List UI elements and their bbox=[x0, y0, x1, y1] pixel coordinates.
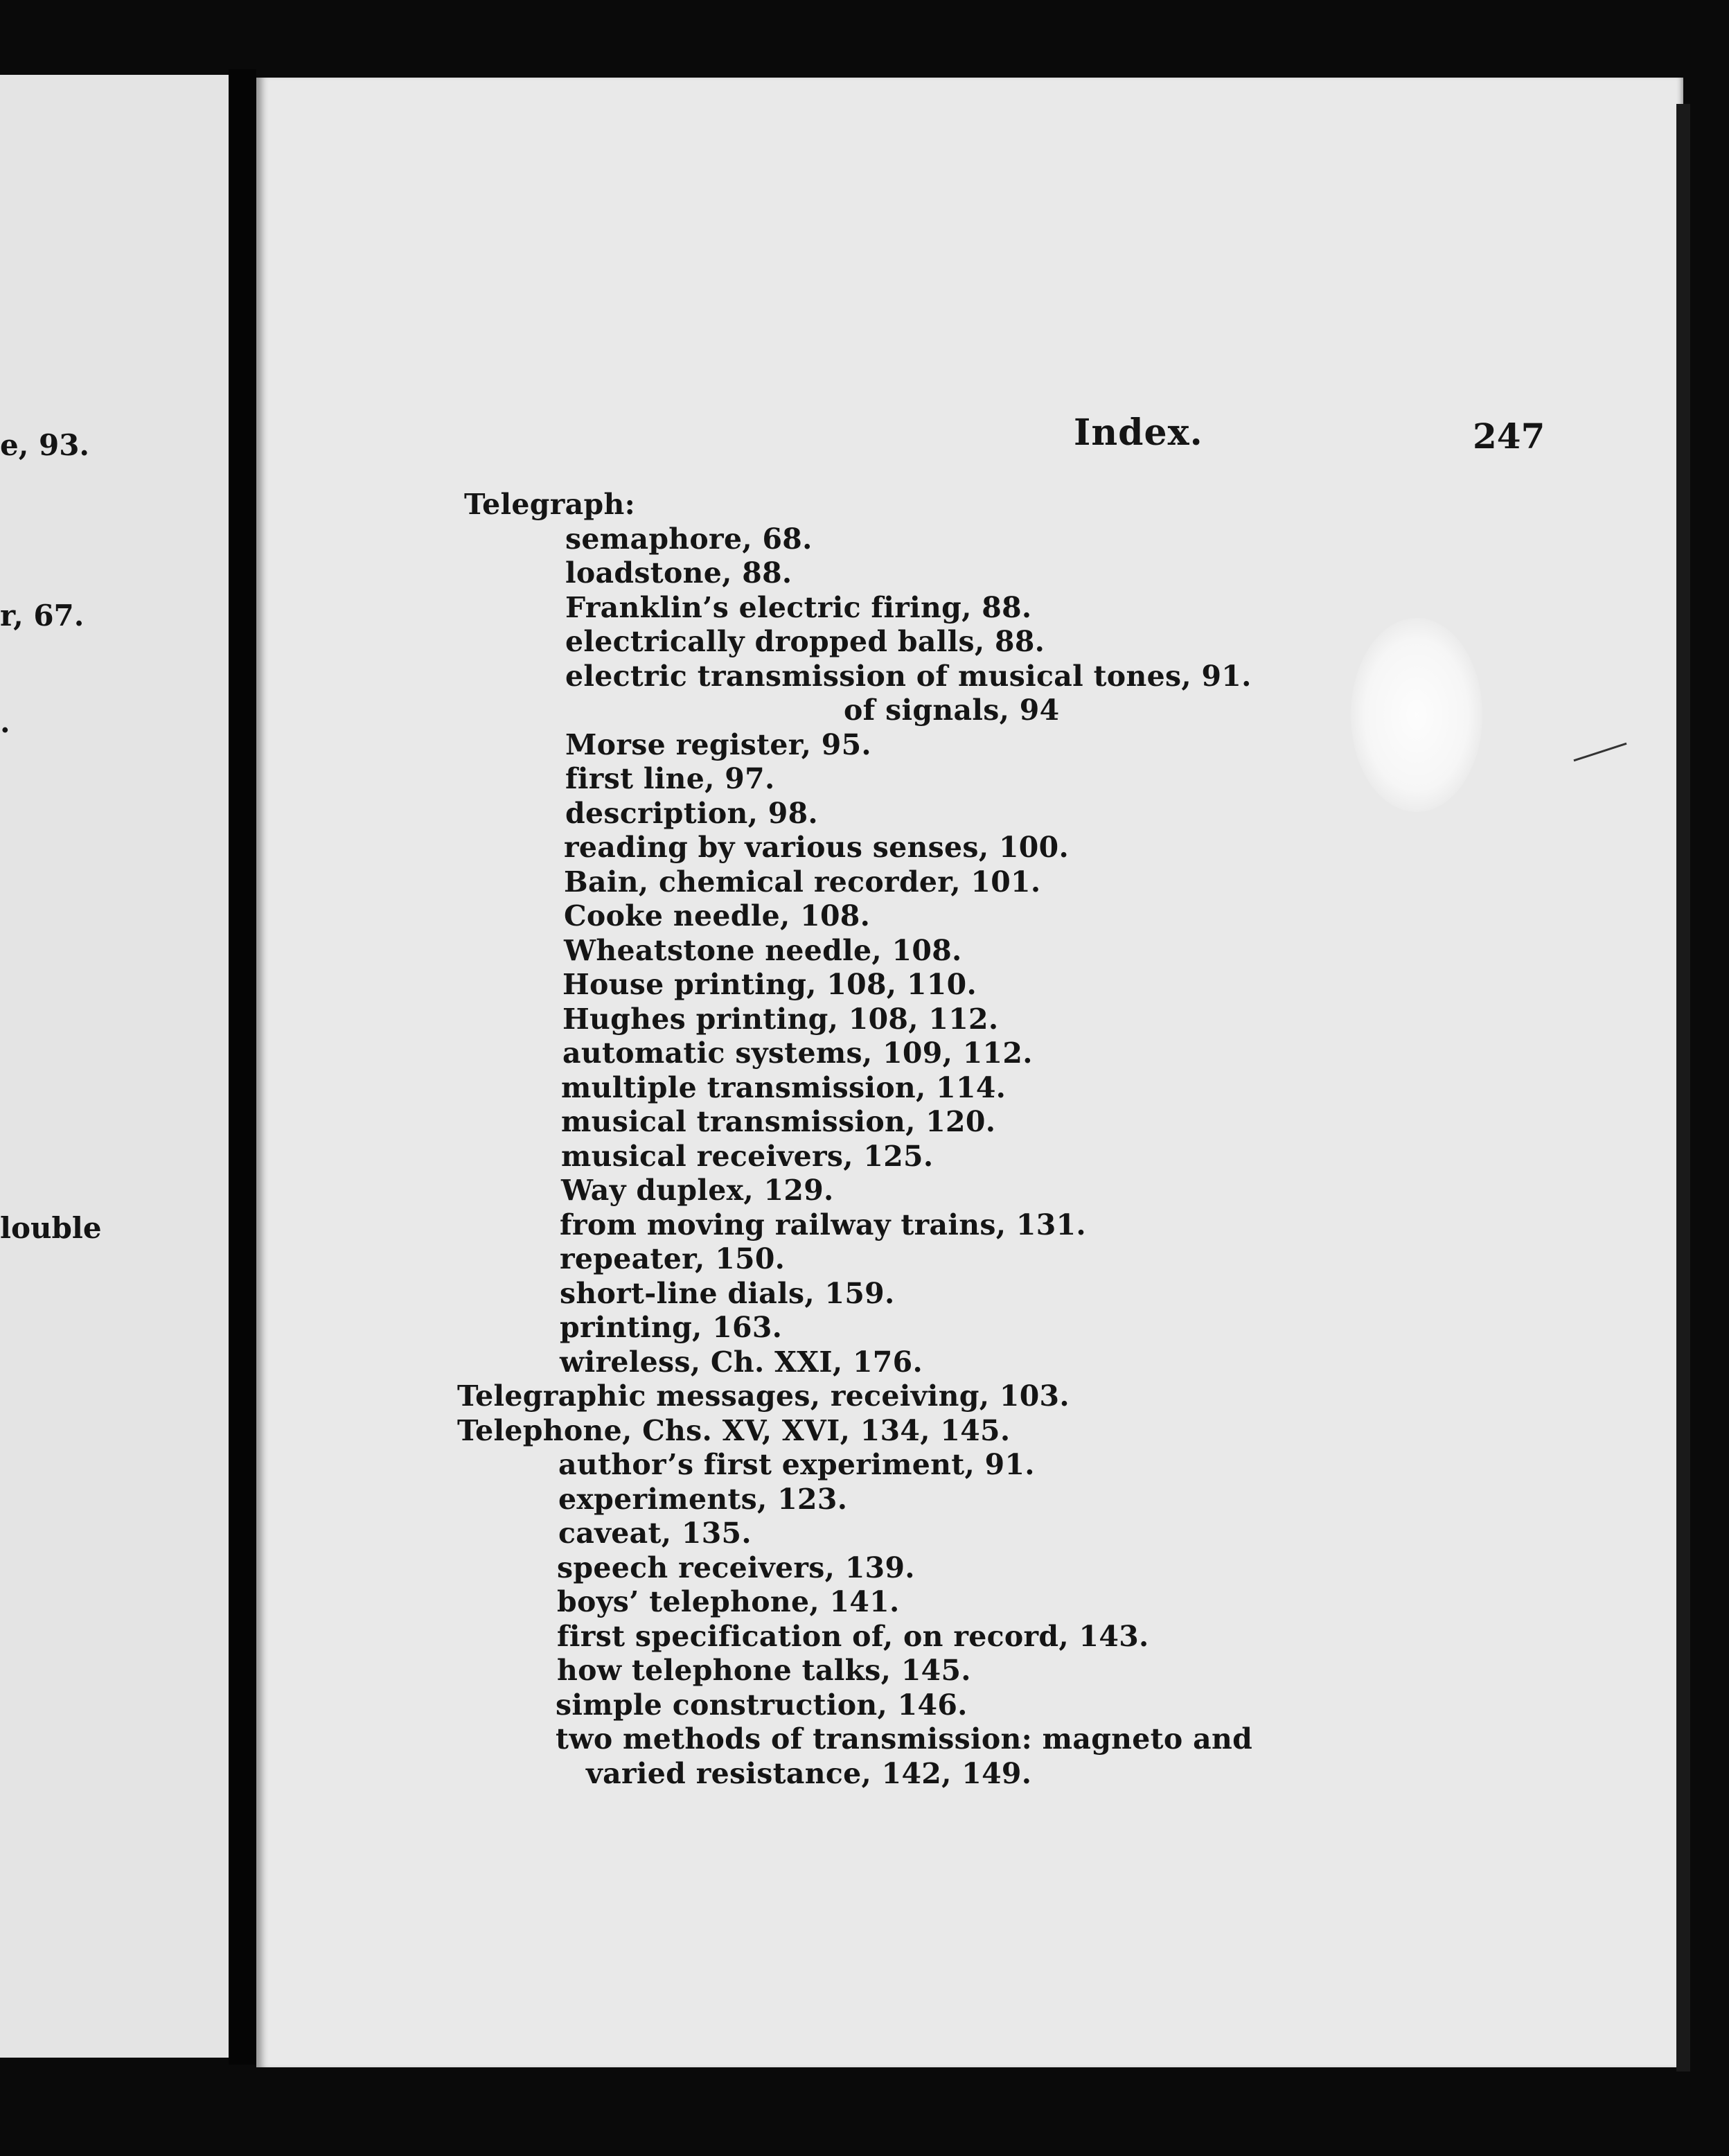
previous-page-fragment bbox=[0, 75, 229, 2058]
index-subentry: two methods of transmission: magneto and bbox=[556, 1722, 1253, 1756]
index-subentry: automatic systems, 109, 112. bbox=[562, 1036, 1033, 1070]
index-subentry: reading by various senses, 100. bbox=[564, 831, 1070, 864]
index-subentry: from moving railway trains, 131. bbox=[560, 1208, 1086, 1242]
index-subentry: how telephone talks, 145. bbox=[557, 1654, 971, 1687]
page-right-edge-shadow bbox=[1676, 104, 1690, 2071]
index-subentry: speech receivers, 139. bbox=[557, 1551, 915, 1584]
index-subentry: Morse register, 95. bbox=[565, 728, 872, 761]
running-head: Index. bbox=[1074, 412, 1203, 454]
index-subentry: Wheatstone needle, 108. bbox=[564, 934, 962, 967]
index-subentry: Bain, chemical recorder, 101. bbox=[564, 865, 1041, 899]
index-subentry: first line, 97. bbox=[565, 762, 775, 795]
index-subentry: description, 98. bbox=[565, 797, 818, 830]
index-subentry: experiments, 123. bbox=[558, 1483, 848, 1516]
book-spine-gutter bbox=[229, 69, 256, 2065]
left-fragment-1: e, 93. bbox=[0, 428, 90, 462]
index-subentry: musical receivers, 125. bbox=[561, 1140, 934, 1173]
index-heading-telegraph: Telegraph: bbox=[464, 488, 635, 521]
index-subentry: semaphore, 68. bbox=[565, 522, 813, 556]
left-fragment-2: r, 67. bbox=[0, 599, 85, 633]
index-heading-telegraphic-messages: Telegraphic messages, receiving, 103. bbox=[457, 1379, 1070, 1413]
index-entries bbox=[256, 78, 1683, 2067]
index-subentry: wireless, Ch. XXI, 176. bbox=[560, 1345, 923, 1379]
index-subentry-continuation: of signals, 94 bbox=[844, 693, 1060, 727]
page-number: 247 bbox=[1473, 416, 1545, 457]
index-subentry: first specification of, on record, 143. bbox=[557, 1620, 1149, 1653]
index-subentry: multiple transmission, 114. bbox=[561, 1071, 1007, 1104]
index-subentry: author’s first experiment, 91. bbox=[558, 1448, 1035, 1481]
index-subentry: Hughes printing, 108, 112. bbox=[562, 1002, 999, 1036]
index-subentry: repeater, 150. bbox=[560, 1242, 786, 1275]
index-subentry: simple construction, 146. bbox=[556, 1688, 968, 1722]
left-fragment-3: . bbox=[0, 705, 10, 739]
index-subentry: electrically dropped balls, 88. bbox=[565, 625, 1045, 658]
index-subentry-continuation: varied resistance, 142, 149. bbox=[586, 1757, 1032, 1790]
index-heading-telephone: Telephone, Chs. XV, XVI, 134, 145. bbox=[457, 1414, 1011, 1447]
index-subentry: electric transmission of musical tones, 91. bbox=[565, 660, 1252, 693]
index-page bbox=[256, 78, 1683, 2067]
index-subentry: caveat, 135. bbox=[558, 1517, 752, 1550]
index-subentry: boys’ telephone, 141. bbox=[557, 1585, 900, 1618]
index-subentry: Franklin’s electric firing, 88. bbox=[565, 591, 1032, 624]
index-subentry: Way duplex, 129. bbox=[561, 1174, 834, 1207]
index-subentry: Cooke needle, 108. bbox=[564, 899, 871, 933]
index-subentry: short-line dials, 159. bbox=[560, 1277, 895, 1310]
index-subentry: House printing, 108, 110. bbox=[562, 968, 977, 1001]
index-subentry: loadstone, 88. bbox=[565, 556, 792, 590]
left-fragment-4: louble bbox=[0, 1211, 102, 1245]
index-subentry: musical transmission, 120. bbox=[561, 1105, 996, 1138]
index-subentry: printing, 163. bbox=[560, 1311, 783, 1344]
